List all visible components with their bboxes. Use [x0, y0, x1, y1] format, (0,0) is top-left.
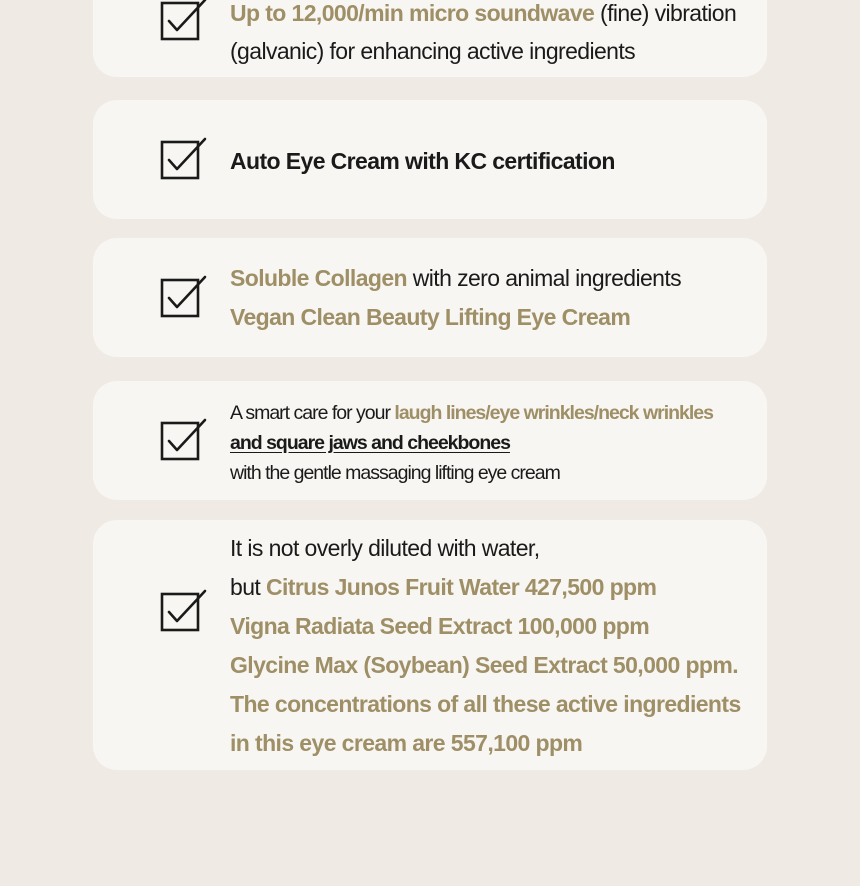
feature-highlight: Citrus Junos Fruit Water 427,500 ppm [265, 574, 657, 600]
feature-card-vibration [93, 0, 767, 77]
feature-text [230, 529, 741, 763]
feature-text [230, 0, 736, 70]
checked-box-icon [160, 417, 208, 463]
feature-text [230, 259, 681, 337]
feature-card-kc-certification [93, 100, 767, 219]
checked-box-icon [160, 0, 208, 43]
feature-text-line: (galvanic) for enhancing active ingredients [230, 38, 636, 64]
feature-text-line: with zero animal ingredients [406, 265, 682, 291]
feature-highlight: The concentrations of all these active ingredients [230, 691, 741, 717]
feature-text-line: with the gentle massaging lifting eye cream [230, 462, 560, 484]
feature-text [230, 398, 713, 488]
checked-box-icon [160, 136, 208, 182]
checked-box-icon [160, 274, 208, 320]
feature-highlight: Up to 12,000/min micro soundwave [230, 0, 595, 26]
feature-text-line: It is not overly diluted with water, [230, 535, 540, 561]
feature-text-line: A smart care for your [230, 402, 395, 424]
feature-highlight: in this eye cream are 557,100 ppm [230, 730, 583, 756]
feature-text-line: (fine) vibration [594, 0, 737, 26]
feature-highlight: Soluble Collagen [230, 265, 407, 291]
feature-text-line: Auto Eye Cream with KC certification [230, 148, 615, 174]
checked-box-icon [160, 588, 208, 634]
feature-card-collagen [93, 238, 767, 357]
feature-underlined-text: and square jaws and cheekbones [230, 432, 510, 454]
feature-card-concentration [93, 520, 767, 770]
feature-highlight: Vegan Clean Beauty Lifting Eye Cream [230, 304, 631, 330]
feature-highlight: Glycine Max (Soybean) Seed Extract 50,000 ppm. [230, 652, 739, 678]
feature-text [230, 142, 615, 180]
feature-card-smart-care [93, 381, 767, 500]
feature-highlight: laugh lines/eye wrinkles/neck wrinkles [394, 402, 713, 424]
feature-highlight: Vigna Radiata Seed Extract 100,000 ppm [230, 613, 650, 639]
feature-text-line: but [230, 574, 266, 600]
